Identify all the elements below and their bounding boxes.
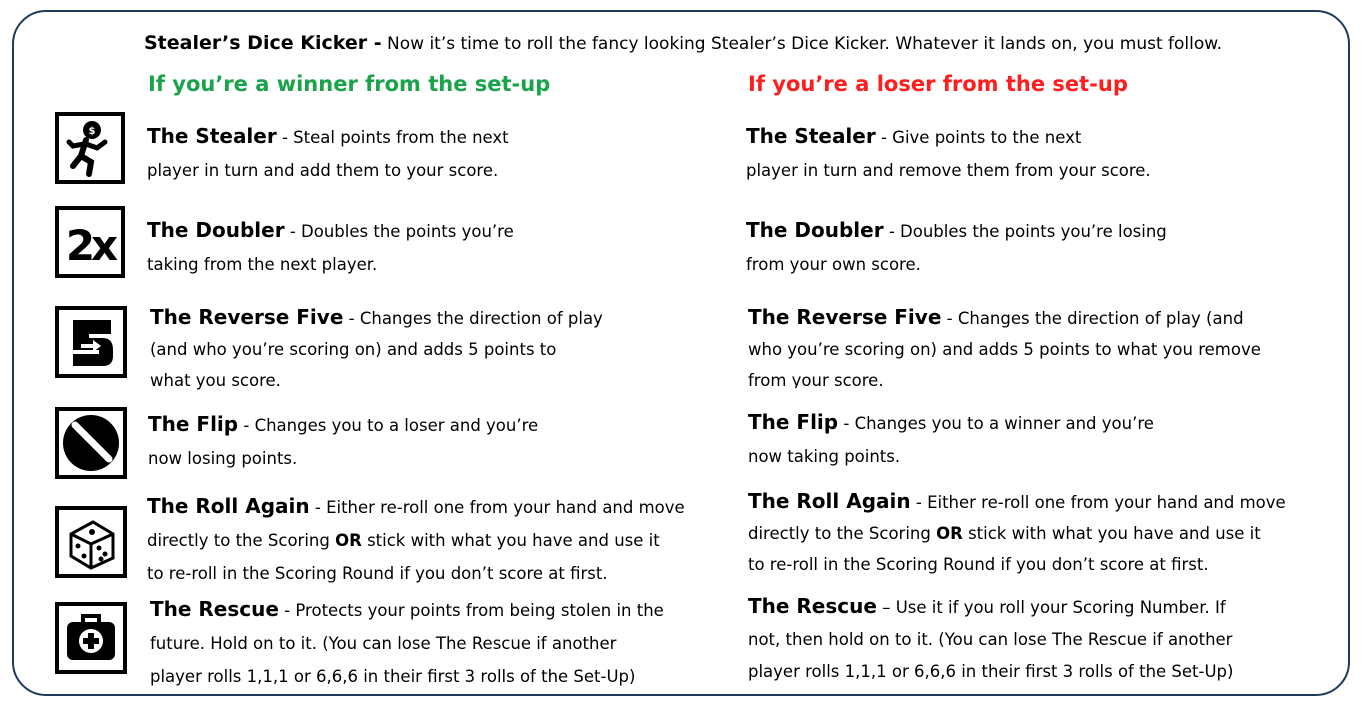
winner-rescue: [150, 593, 664, 693]
entry-title: The Rescue: [150, 597, 279, 621]
entry-title: The Flip: [748, 410, 839, 434]
entry-text: Use it if you roll your Scoring Number. If: [895, 598, 1226, 617]
flip-circle-icon: [55, 407, 127, 479]
entry-sep: -: [276, 128, 294, 147]
entry-text: not, then hold on to it. (You can lose The Rescue if another: [748, 630, 1233, 649]
entry-emphasis: OR: [936, 524, 963, 543]
first-aid-kit-icon: [55, 602, 127, 674]
entry-text: Give points to the next: [892, 128, 1082, 147]
entry-text: future. Hold on to it. (You can lose The Rescue if another: [150, 634, 617, 653]
entry-text: Changes you to a winner and you’re: [854, 414, 1154, 433]
entry-text: to re-roll in the Scoring Round if you don’t score at first.: [748, 555, 1209, 574]
entry-text: directly to the Scoring: [748, 524, 937, 543]
entry-text: (and who you’re scoring on) and adds 5 points to: [150, 340, 557, 359]
entry-title: The Doubler: [147, 218, 285, 242]
intro-line: [0, 31, 1366, 56]
entry-text: Either re-roll one from your hand and move: [927, 493, 1286, 512]
entry-text: Doubles the points you’re: [301, 222, 514, 241]
entry-title: The Reverse Five: [150, 305, 344, 329]
entry-text: Changes the direction of play (and: [957, 309, 1244, 328]
loser-flip: [748, 406, 1154, 473]
entry-sep: -: [875, 128, 893, 147]
winner-roll-again: [147, 490, 685, 590]
entry-text: what you score.: [150, 371, 281, 390]
loser-heading: If you’re a loser from the set-up: [748, 72, 1128, 96]
entry-text: from your score.: [748, 371, 884, 388]
entry-text: directly to the Scoring: [147, 531, 336, 550]
entry-text: now taking points.: [748, 447, 901, 466]
entry-title: The Roll Again: [147, 494, 310, 518]
entry-text: stick with what you have and use it: [361, 531, 660, 550]
entry-text: to re-roll in the Scoring Round if you don’t score at first.: [147, 564, 608, 583]
entry-sep: -: [910, 493, 928, 512]
entry-text: player rolls 1,1,1 or 6,6,6 in their first 3 rolls of the Set-Up): [150, 667, 636, 686]
entry-text: Doubles the points you’re losing: [900, 222, 1167, 241]
entry-sep: -: [838, 414, 855, 433]
entry-text: Changes you to a loser and you’re: [254, 416, 539, 435]
entry-sep: -: [941, 309, 958, 328]
entry-text: stick with what you have and use it: [962, 524, 1261, 543]
entry-sep: -: [883, 222, 901, 241]
svg-text:$: $: [88, 126, 96, 137]
winner-reverse-five: [150, 302, 603, 396]
intro-text: Now it’s time to roll the fancy looking Stealer’s Dice Kicker. Whatever it lands on, you must follow.: [381, 34, 1222, 54]
entry-text: Protects your points from being stolen in the: [295, 601, 664, 620]
reverse-five-icon: [55, 306, 127, 378]
entry-title: The Stealer: [746, 124, 876, 148]
entry-text: player in turn and add them to your score.: [147, 161, 499, 180]
entry-title: The Rescue: [748, 594, 877, 618]
entry-text: now losing points.: [148, 449, 298, 468]
loser-roll-again: [748, 486, 1286, 580]
entry-text: player in turn and remove them from your score.: [746, 161, 1151, 180]
loser-doubler: [746, 214, 1167, 281]
winner-flip: [148, 408, 538, 475]
entry-title: The Roll Again: [748, 489, 911, 513]
entry-sep: -: [278, 601, 296, 620]
entry-sep: -: [309, 498, 327, 517]
svg-text:2x: 2x: [65, 221, 115, 270]
entry-text: Steal points from the next: [293, 128, 509, 147]
entry-sep: -: [343, 309, 360, 328]
loser-reverse-five: [748, 302, 1261, 388]
loser-stealer: [746, 120, 1151, 187]
2x-icon: [55, 206, 125, 278]
entry-text: player rolls 1,1,1 or 6,6,6 in their first 3 rolls of the Set-Up): [748, 662, 1234, 681]
winner-heading: If you’re a winner from the set-up: [148, 72, 551, 96]
entry-text: who you’re scoring on) and adds 5 points to what you remove: [748, 340, 1261, 359]
winner-stealer: [147, 120, 509, 187]
entry-sep: -: [284, 222, 302, 241]
entry-title: The Flip: [148, 412, 239, 436]
running-thief-icon: [55, 112, 125, 184]
entry-emphasis: OR: [335, 531, 362, 550]
entry-sep: -: [238, 416, 255, 435]
entry-sep: –: [876, 598, 896, 617]
intro-title: Stealer’s Dice Kicker -: [143, 32, 382, 54]
loser-rescue: [748, 590, 1233, 688]
entry-text: Either re-roll one from your hand and move: [326, 498, 685, 517]
entry-text: taking from the next player.: [147, 255, 378, 274]
entry-text: Changes the direction of play: [359, 309, 603, 328]
dice-icon: [55, 506, 127, 578]
winner-doubler: [147, 214, 514, 281]
entry-title: The Stealer: [147, 124, 277, 148]
entry-text: from your own score.: [746, 255, 921, 274]
entry-title: The Doubler: [746, 218, 884, 242]
entry-title: The Reverse Five: [748, 305, 942, 329]
